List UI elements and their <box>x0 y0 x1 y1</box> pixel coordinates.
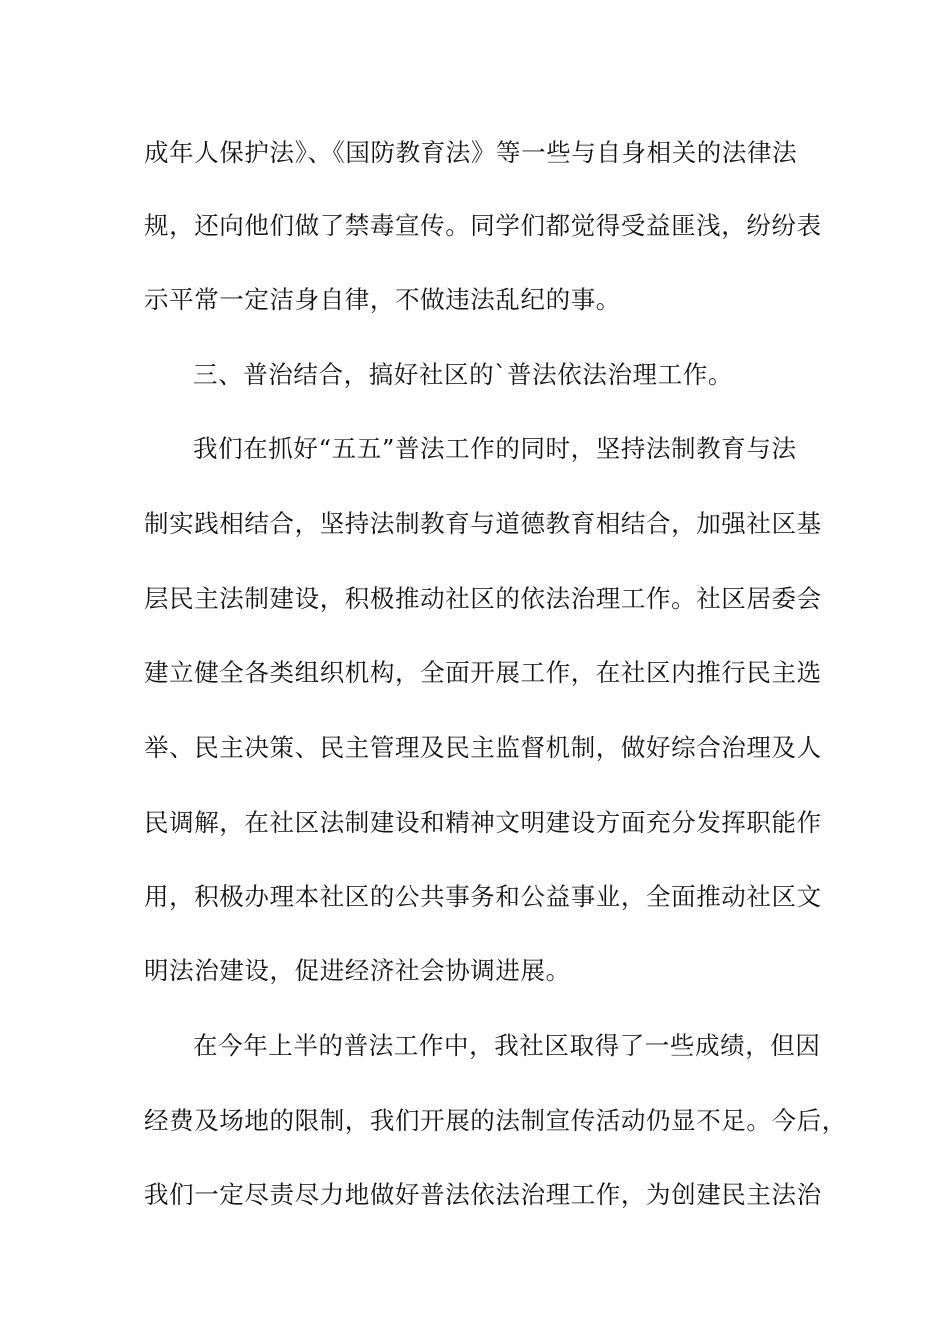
text-line: 规，还向他们做了禁毒宣传。同学们都觉得受益匪浅，纷纷表 <box>144 211 822 240</box>
text-line: 举、民主决策、民主管理及民主监督机制，做好综合治理及人 <box>144 733 822 762</box>
text-line: 用，积极办理本社区的公共事务和公益事业，全面推动社区文 <box>144 882 822 911</box>
section-heading: 三、普治结合，搞好社区的`普法依法治理工作。 <box>193 360 733 389</box>
text-line: 制实践相结合，坚持法制教育与道德教育相结合，加强社区基 <box>144 509 822 538</box>
text-line: 民调解，在社区法制建设和精神文明建设方面充分发挥职能作 <box>144 808 822 837</box>
text-line: 我们在抓好“五五”普法工作的同时，坚持法制教育与法 <box>193 434 797 463</box>
text-line: 层民主法制建设，积极推动社区的依法治理工作。社区居委会 <box>144 584 822 613</box>
text-line: 明法治建设，促进经济社会协调进展。 <box>144 956 571 985</box>
text-line: 在今年上半的普法工作中，我社区取得了一些成绩，但因 <box>193 1031 821 1060</box>
text-line: 成年人保护法》、《国防教育法》等一些与自身相关的法律法 <box>144 138 798 167</box>
text-line: 经费及场地的限制，我们开展的法制宣传活动仍显不足。今后， <box>144 1106 847 1135</box>
text-line: 示平常一定洁身自律，不做违法乱纪的事。 <box>144 285 621 314</box>
text-line: 建立健全各类组织机构，全面开展工作，在社区内推行民主选 <box>144 658 822 687</box>
text-line: 我们一定尽责尽力地做好普法依法治理工作，为创建民主法治 <box>144 1180 822 1209</box>
